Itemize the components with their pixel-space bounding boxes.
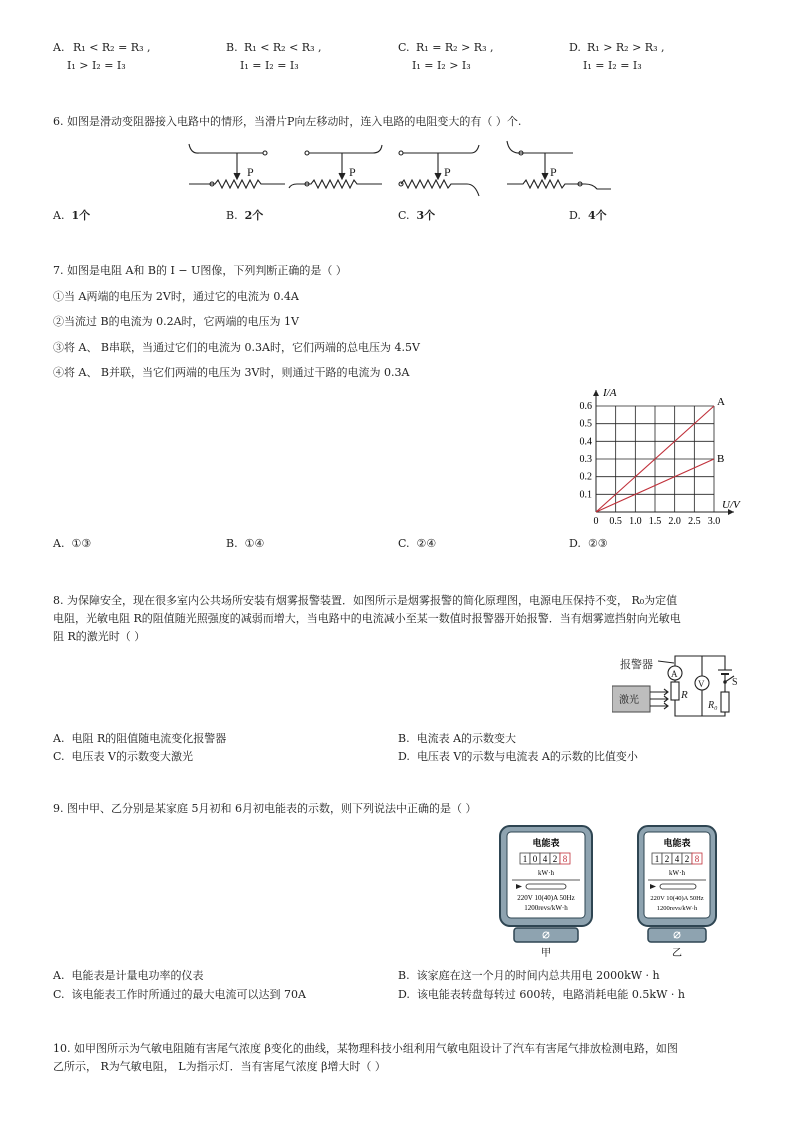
q9-stem: 9. 图中甲、乙分别是某家庭 5月初和 6月初电能表的示数，则下列说法中正确的是（ ）	[53, 802, 477, 815]
q6-option-b: B. 2个	[226, 209, 264, 222]
q5-option-a: A. R₁ < R₂ = R₃ , I₁ > I₂ = I₃	[53, 41, 151, 72]
meter-yi-digit-5: 8	[694, 854, 700, 864]
x-tick-label: 3.0	[707, 516, 721, 527]
q7-option-b: B. ①④	[226, 537, 265, 550]
slider-p-label-1: P	[247, 165, 254, 179]
q9-option-a: A. 电能表是计量电功率的仪表	[53, 969, 204, 982]
q7-stem: 7. 如图是电阻 A和 B的 I − U图像，下列判断正确的是（ ）	[53, 264, 347, 277]
svg-text:电能表: 电能表	[663, 838, 691, 848]
meter-jia-digit-1: 1	[522, 854, 528, 864]
q7-statement-3: ③将 A、 B串联，当通过它们的电流为 0.3A时，它们两端的总电压为 4.5V	[53, 341, 420, 354]
x-tick-label: 1.0	[629, 516, 642, 527]
q6-stem: 6. 如图是滑动变阻器接入电路中的情形，当滑片P向左移动时，连入电路的电阻变大的有（ ）个.	[53, 115, 522, 128]
x-tick-label: 0	[593, 516, 599, 527]
iu-graph	[570, 384, 748, 530]
x-tick-label: 2.5	[688, 516, 701, 527]
q7-statement-1: ①当 A两端的电压为 2V时，通过它的电流为 0.4A	[53, 290, 299, 303]
y-tick-label: 0.4	[579, 436, 592, 448]
q7-option-d: D. ②③	[569, 537, 608, 550]
y-tick-label: 0.3	[579, 454, 592, 465]
q8-stem-line3: 阻 R的激光时（ ）	[53, 630, 146, 643]
meter-yi-digit-1: 1	[654, 854, 660, 864]
y-tick-label: 0.6	[579, 401, 592, 412]
y-tick-label: 0.5	[579, 418, 592, 430]
q7-option-a: A. ①③	[53, 537, 92, 550]
q5-option-d: D. R₁ > R₂ > R₃ , I₁ = I₂ = I₃	[569, 41, 665, 72]
q6-option-c: C. 3个	[398, 209, 436, 222]
q8-option-d: D. 电压表 V的示数与电流表 A的示数的比值变小	[398, 750, 638, 763]
switch-label: S	[732, 677, 738, 688]
series-a-label: A	[717, 396, 725, 408]
meter-jia-digit-4: 2	[552, 854, 558, 864]
alarm-label: 报警器	[620, 659, 653, 671]
slider-p-label-2: P	[349, 165, 356, 179]
q8-stem-line1: 8. 为保障安全，现在很多室内公共场所安装有烟雾报警装置．如图所示是烟雾报警的简化原理图，电源电压保持不变， R₀为定值	[53, 594, 678, 607]
y-tick-label: 0.1	[579, 489, 592, 501]
svg-text:kW·h: kW·h	[669, 869, 685, 877]
meter-jia-digit-3: 4	[542, 854, 548, 864]
q8-option-b: B. 电流表 A的示数变大	[398, 732, 517, 745]
energy-meter-yi	[638, 826, 716, 959]
meter-jia-caption: 甲	[541, 948, 551, 959]
r0-label: R₀	[708, 700, 718, 711]
energy-meter-jia	[500, 826, 592, 959]
meter-jia-digit-2: 0	[532, 854, 538, 864]
slider-p-label-4: P	[550, 165, 557, 179]
svg-text:220V 10(40)A 50Hz: 220V 10(40)A 50Hz	[517, 894, 575, 902]
q10-stem-line2: 乙所示， R为气敏电阻， L为指示灯．当有害尾气浓度 β增大时（ ）	[53, 1060, 386, 1073]
slider-p-label-3: P	[444, 165, 451, 179]
svg-text:1200revs/kW·h: 1200revs/kW·h	[656, 905, 698, 912]
voltmeter-label: V	[698, 679, 705, 689]
meter-yi-digit-4: 2	[684, 854, 690, 864]
q6-option-d: D. 4个	[569, 209, 607, 222]
q5-option-c: C. R₁ = R₂ > R₃ , I₁ = I₂ > I₃	[398, 41, 494, 72]
q9-option-c: C. 该电能表工作时所通过的最大电流可以达到 70A	[53, 988, 306, 1001]
q5-option-b: B. R₁ < R₂ < R₃ , I₁ = I₂ = I₃	[226, 41, 322, 72]
y-tick-label: 0.2	[579, 471, 592, 483]
y-axis-arrow	[593, 390, 599, 396]
ammeter-label: A	[671, 669, 678, 679]
q7-statement-4: ④将 A、 B并联，当它们两端的电压为 3V时，则通过干路的电流为 0.3A	[53, 366, 410, 379]
svg-text:电能表: 电能表	[532, 838, 560, 848]
q10-stem-line1: 10. 如甲图所示为气敏电阻随有害尾气浓度 β变化的曲线，某物理科技小组利用气敏电阻设计了汽车有害尾气排放检测电路，如图	[53, 1042, 678, 1055]
energy-meters-figure	[496, 822, 722, 962]
q7-option-c: C. ②④	[398, 537, 437, 550]
q9-option-d: D. 该电能表转盘每转过 600转，电路消耗电能 0.5kW · h	[398, 988, 685, 1001]
svg-text:220V 10(40)A 50Hz: 220V 10(40)A 50Hz	[650, 895, 704, 902]
q6-rheostat-figure	[185, 138, 615, 198]
x-tick-label: 2.0	[668, 516, 681, 527]
q8-stem-line2: 电阻，光敏电阻 R的阻值随光照强度的减弱而增大，当电路中的电流减小至某一数值时报警器开始报警．当有烟雾遮挡射向光敏电	[53, 612, 681, 625]
x-axis-label: U/V	[722, 499, 740, 511]
svg-text:1200revs/kW·h: 1200revs/kW·h	[524, 904, 568, 912]
q7-statement-2: ②当流过 B的电流为 0.2A时，它两端的电压为 1V	[53, 315, 299, 328]
y-axis-label: I/A	[603, 387, 617, 399]
meter-yi-digit-3: 4	[674, 854, 680, 864]
x-tick-label: 1.5	[648, 516, 662, 527]
q8-option-c: C. 电压表 V的示数变大激光	[53, 750, 193, 763]
q9-option-b: B. 该家庭在这一个月的时间内总共用电 2000kW · h	[398, 969, 660, 982]
q6-option-a: A. 1个	[53, 209, 91, 222]
smoke-alarm-circuit	[612, 652, 748, 720]
svg-text:kW·h: kW·h	[538, 869, 554, 877]
meter-jia-digit-5: 8	[562, 854, 568, 864]
r-label: R	[681, 689, 688, 701]
q8-option-a: A. 电阻 R的阻值随电流变化报警器	[53, 732, 227, 745]
x-tick-label: 0.5	[609, 516, 622, 527]
series-b-label: B	[717, 453, 725, 465]
meter-yi-caption: 乙	[672, 948, 682, 959]
meter-yi-digit-2: 2	[664, 854, 670, 864]
laser-label: 激光	[619, 695, 639, 706]
